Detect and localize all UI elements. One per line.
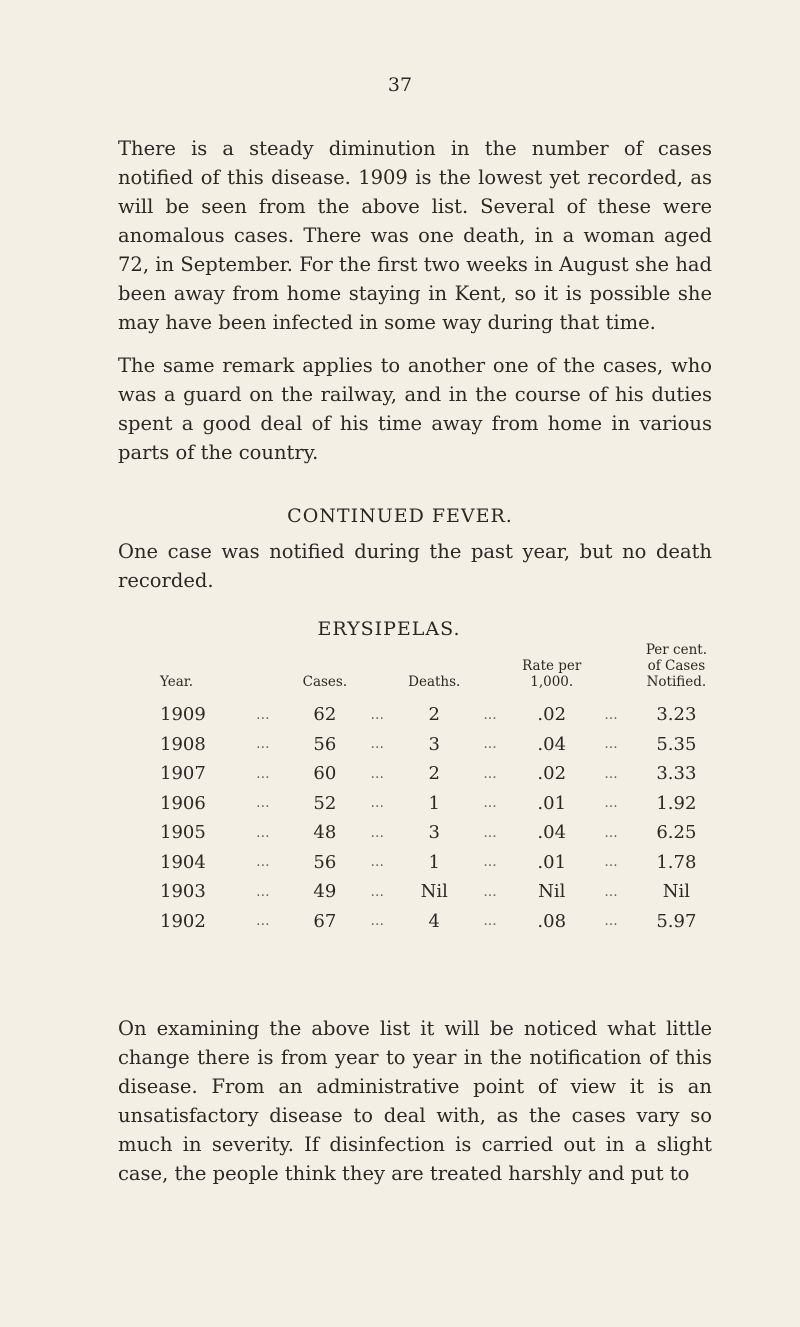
separator-dots: ... [604,913,618,930]
year-cell: 1904 [160,851,206,873]
separator-dots: ... [370,706,384,723]
separator-dots: ... [604,736,618,753]
cases-cell: 60 [313,763,337,785]
paragraph-railway-guard: The same remark applies to another one of the cases, who was a guard on the railway, and in the course of his duties spent a good deal of his time away from home in various parts of the country. [118,354,712,464]
rate-cell: .02 [537,704,567,726]
year-cell: 1906 [160,792,206,814]
column-header-year: Year. [160,674,194,690]
paragraph-smallpox-summary: There is a steady diminution in the number of cases notified of this disease. 1909 is the lowest yet recorded, as will be seen from the above list. Several of these were anomalous cases. There was one death, in a woman aged 72, in September. For the first two weeks in August she had been away from home staying in Kent, so it is possible she may have been infected in some way during that time. [118,137,712,334]
separator-dots: ... [256,736,270,753]
separator-dots: ... [483,854,497,871]
separator-dots: ... [483,736,497,753]
column-header-rate: Rate per 1,000. [522,658,582,690]
heading-continued-fever: CONTINUED FEVER. [287,505,513,527]
separator-dots: ... [483,706,497,723]
deaths-cell: 3 [428,822,440,844]
cases-cell: 49 [313,881,337,903]
separator-dots: ... [370,913,384,930]
percent-cell: 6.25 [656,822,697,844]
table-row [160,730,720,760]
separator-dots: ... [256,706,270,723]
paragraph-continued-fever: One case was notified during the past year, but no death recorded. [118,540,712,592]
paragraph-erysipelas-discussion: On examining the above list it will be noticed what little change there is from year to year in the notification of this disease. From an administrative point of view it is an unsatisfactory disease to deal with, as the cases vary so much in severity. If disinfection is carried out in a slight case, the people think they are treated harshly and put to [118,1017,712,1185]
separator-dots: ... [370,795,384,812]
separator-dots: ... [256,824,270,841]
percent-cell: 3.23 [656,704,697,726]
separator-dots: ... [370,765,384,782]
deaths-cell: 4 [428,910,440,932]
deaths-cell: 2 [428,704,440,726]
cases-cell: 56 [313,733,337,755]
deaths-cell: 1 [428,792,440,814]
erysipelas-table [160,642,720,936]
year-cell: 1909 [160,704,206,726]
separator-dots: ... [256,913,270,930]
cases-cell: 56 [313,851,337,873]
rate-cell: .04 [537,733,567,755]
separator-dots: ... [256,765,270,782]
table-row [160,700,720,730]
table-row [160,877,720,907]
table-row [160,818,720,848]
year-cell: 1905 [160,822,206,844]
percent-cell: 5.35 [656,733,697,755]
separator-dots: ... [256,795,270,812]
year-cell: 1908 [160,733,206,755]
table-row [160,848,720,878]
year-cell: 1907 [160,763,206,785]
rate-cell: Nil [538,881,566,903]
year-cell: 1902 [160,910,206,932]
table-header-row [160,642,720,700]
cases-cell: 67 [313,910,337,932]
page-number: 37 [387,74,413,96]
column-header-cases: Cases. [302,674,348,690]
column-header-percent: Per cent. of Cases Notified. [645,642,707,690]
table-row [160,789,720,819]
separator-dots: ... [604,854,618,871]
separator-dots: ... [604,765,618,782]
deaths-cell: 1 [428,851,440,873]
rate-cell: .01 [537,792,567,814]
percent-cell: Nil [662,881,691,903]
table-row [160,907,720,937]
percent-cell: 3.33 [656,763,697,785]
separator-dots: ... [604,795,618,812]
separator-dots: ... [604,706,618,723]
separator-dots: ... [483,913,497,930]
rate-cell: .04 [537,822,567,844]
separator-dots: ... [256,854,270,871]
year-cell: 1903 [160,881,206,903]
table-row [160,759,720,789]
deaths-cell: 3 [428,733,440,755]
separator-dots: ... [370,824,384,841]
separator-dots: ... [604,824,618,841]
cases-cell: 62 [313,704,337,726]
separator-dots: ... [604,883,618,900]
separator-dots: ... [483,883,497,900]
cases-cell: 52 [313,792,337,814]
rate-cell: .02 [537,763,567,785]
deaths-cell: Nil [420,881,448,903]
percent-cell: 5.97 [656,910,697,932]
percent-cell: 1.78 [656,851,697,873]
percent-cell: 1.92 [656,792,697,814]
separator-dots: ... [370,736,384,753]
rate-cell: .08 [537,910,567,932]
separator-dots: ... [370,854,384,871]
cases-cell: 48 [313,822,337,844]
deaths-cell: 2 [428,763,440,785]
column-header-deaths: Deaths. [408,674,461,690]
separator-dots: ... [483,795,497,812]
separator-dots: ... [483,824,497,841]
separator-dots: ... [483,765,497,782]
separator-dots: ... [256,883,270,900]
separator-dots: ... [370,883,384,900]
heading-erysipelas: ERYSIPELAS. [317,618,461,640]
rate-cell: .01 [537,851,567,873]
